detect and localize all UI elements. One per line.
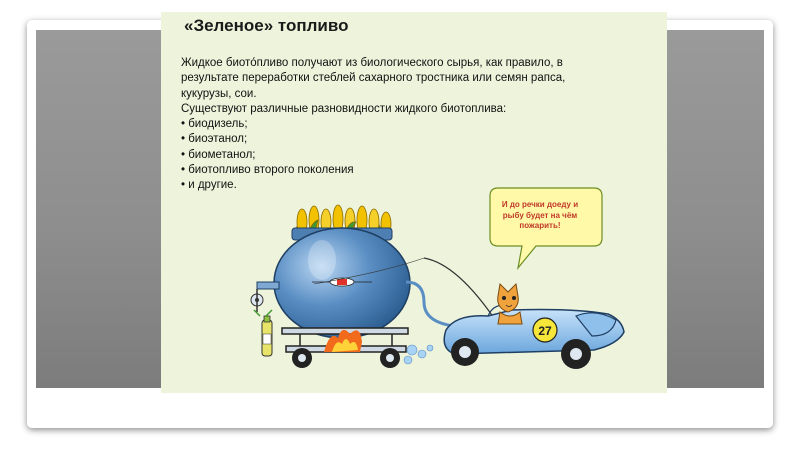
bubble-line: рыбу будет на чём [502,210,578,220]
car [444,305,624,369]
paragraph-line: результате переработки стеблей сахарного тростника или семян рапса, [181,72,566,85]
bullet-item: • биометанол; [181,148,256,161]
bullet-item: • биоэтанол; [181,133,248,146]
paragraph-line: кукурузы, сои. [181,87,257,100]
bubble-line: пожарить! [519,221,561,230]
bubble-line: И до речки доеду и [501,200,579,209]
tank [251,228,454,338]
bullet-item: • биодизель; [181,118,248,131]
bullet-item: • и другие. [181,179,237,192]
bottle-icon [254,310,272,356]
fishing-rod [424,258,498,324]
paragraph-line: Жидкое биото́пливо получают из биологического сырья, как правило, в [181,57,563,69]
speech-bubble-text [500,200,580,232]
smoke-puffs [404,345,433,364]
slide-title: «Зеленое» топливо [184,16,349,35]
subheading: Существуют различные разновидности жидкого биотоплива: [181,102,507,115]
car-number: 27 [538,324,552,338]
bullet-item: • биотопливо второго поколения [181,164,354,177]
cat-icon [498,284,522,324]
